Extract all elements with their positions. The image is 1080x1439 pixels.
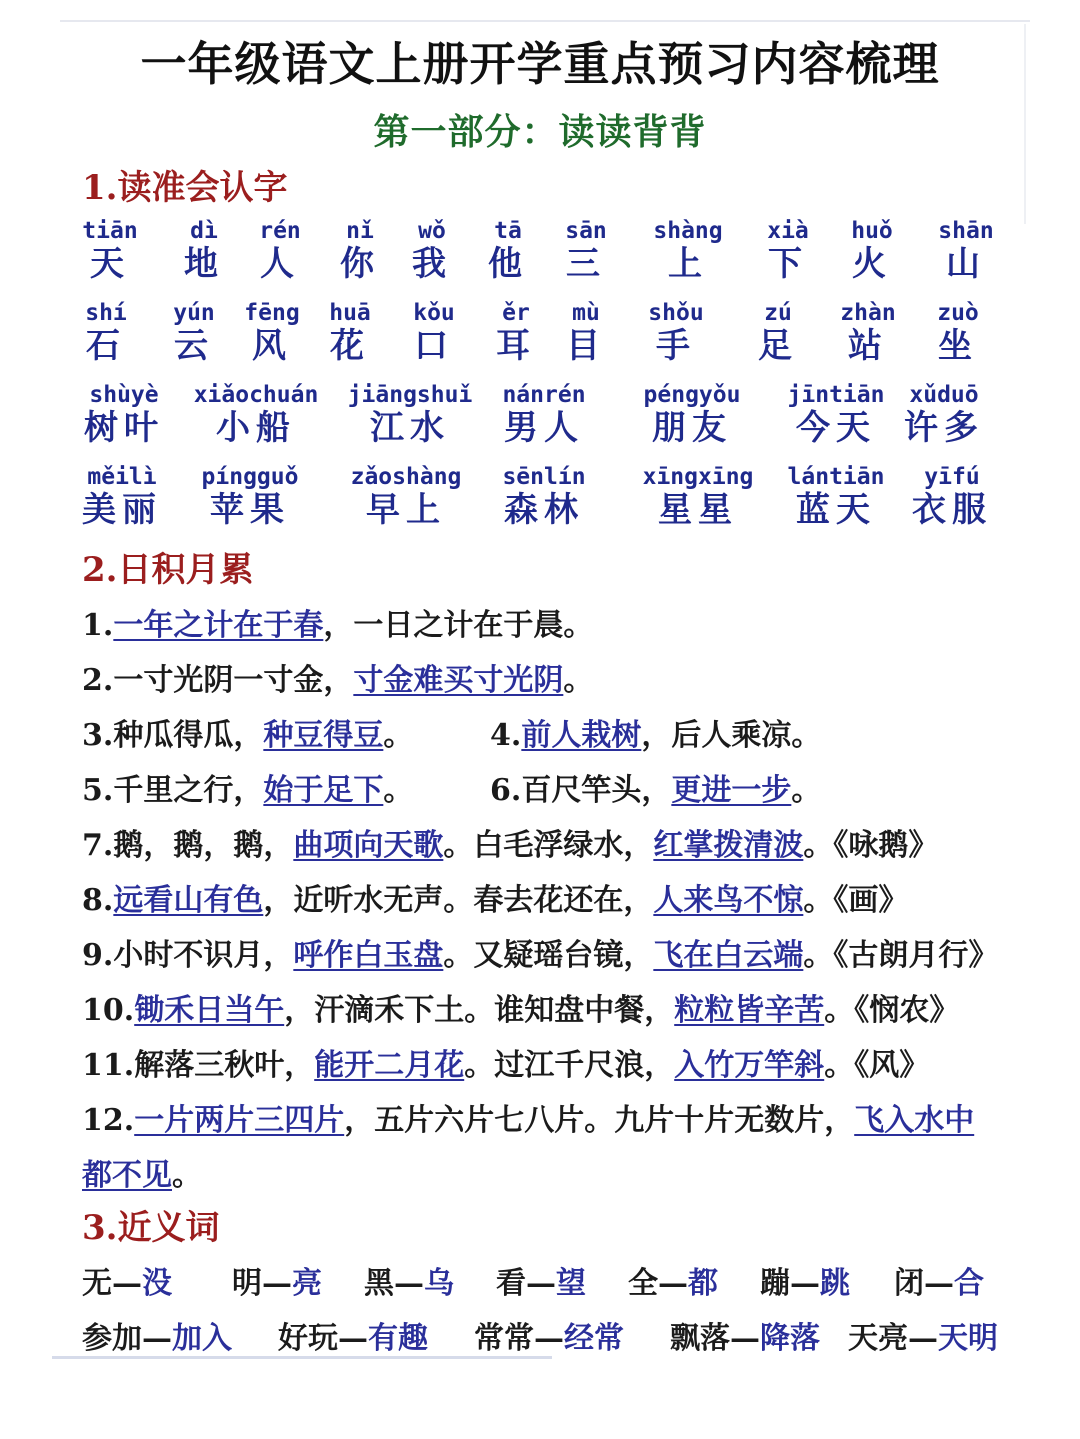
char-cell: [230, 300, 314, 366]
synonym-word: 飘落: [670, 1321, 730, 1356]
synonym-pair: [82, 1313, 232, 1357]
synonym-match: 有趣: [368, 1321, 428, 1356]
pinyin: péngyǒu: [643, 382, 741, 408]
synonym-pair: [474, 1313, 624, 1357]
synonym-match: 加入: [172, 1321, 232, 1356]
hanzi: 蓝天: [796, 490, 876, 530]
hanzi: 苹果: [210, 490, 290, 530]
pinyin: shān: [938, 218, 994, 244]
synonym-pair: [82, 1258, 172, 1302]
hanzi: 云: [174, 326, 214, 366]
poem-line-min-nong: [82, 985, 959, 1029]
pinyin: yún: [173, 300, 215, 326]
hanzi: 美丽: [82, 490, 162, 530]
saying-text: 。: [383, 718, 414, 753]
saying-text: 12.: [82, 1103, 135, 1138]
saying-text: 5.千里之行，: [82, 773, 264, 808]
pinyin: jiāngshuǐ: [347, 382, 473, 408]
hanzi: 火: [852, 244, 892, 284]
saying-line-4a: [82, 765, 413, 809]
synonym-pair: [364, 1258, 454, 1302]
char-cell: [474, 464, 614, 530]
saying-underlined: 人来鸟不惊: [653, 883, 804, 918]
char-row-3: [80, 382, 1010, 462]
hanzi: 三: [566, 244, 606, 284]
hanzi: 足: [758, 326, 798, 366]
char-cell: [320, 218, 400, 284]
synonym-dash: —: [262, 1266, 292, 1301]
hanzi: 星星: [658, 490, 738, 530]
pinyin: kǒu: [413, 300, 455, 326]
synonym-row-1: [82, 1258, 1012, 1301]
char-row-2: [80, 300, 1010, 380]
saying-text: 11.解落三秋叶，: [82, 1048, 315, 1083]
char-cell: [634, 300, 718, 366]
synonym-pair: [496, 1258, 586, 1302]
pinyin: huǒ: [851, 218, 893, 244]
saying-underlined: 飞入水中: [854, 1103, 975, 1138]
saying-text: 。《咏鹅》: [803, 828, 939, 863]
char-cell: [544, 300, 628, 366]
hanzi: 天: [90, 244, 130, 284]
char-cell: [70, 218, 150, 284]
saying-line-3a: [82, 710, 413, 754]
synonym-dash: —: [658, 1266, 688, 1301]
pinyin: zuò: [937, 300, 979, 326]
saying-text: 7.鹅，鹅，鹅，: [82, 828, 294, 863]
saying-text: ，后人乘凉。: [641, 718, 822, 753]
saying-line-3b: [490, 710, 821, 754]
pinyin: nǐ: [346, 218, 374, 244]
pinyin: ěr: [502, 300, 530, 326]
synonym-match: 没: [142, 1266, 172, 1301]
saying-text: ，汗滴禾下土。谁知盘中餐，: [284, 993, 675, 1028]
hanzi: 口: [414, 326, 454, 366]
saying-text: 。《悯农》: [824, 993, 960, 1028]
char-cell: [748, 218, 828, 284]
saying-text: 1.: [82, 608, 114, 643]
saying-underlined: 粒粒皆辛苦: [674, 993, 825, 1028]
bottom-rule: [52, 1356, 552, 1359]
pinyin: shǒu: [648, 300, 704, 326]
char-row-4: [80, 464, 1010, 544]
hanzi: 森林: [504, 490, 584, 530]
synonym-pair: [278, 1313, 428, 1357]
pinyin: lántiān: [787, 464, 885, 490]
synonym-pair: [894, 1258, 984, 1302]
saying-text: 。: [791, 773, 822, 808]
synonym-word: 闭: [894, 1266, 924, 1301]
saying-underlined: 更进一步: [671, 773, 792, 808]
synonym-dash: —: [730, 1321, 760, 1356]
hanzi: 江水: [370, 408, 450, 448]
char-cell: [186, 382, 326, 448]
section-heading-synonyms: 3.近义词: [82, 1208, 220, 1248]
char-cell: [622, 382, 762, 448]
hanzi: 衣服: [912, 490, 992, 530]
synonym-dash: —: [142, 1321, 172, 1356]
hanzi: 山: [946, 244, 986, 284]
hanzi: 今天: [796, 408, 876, 448]
char-cell: [64, 300, 148, 366]
synonym-dash: —: [908, 1321, 938, 1356]
part-subtitle: 第一部分：读读背背: [373, 111, 707, 153]
pinyin: dì: [190, 218, 218, 244]
hanzi: 风: [252, 326, 292, 366]
synonym-word: 黑: [364, 1266, 394, 1301]
saying-underlined: 种豆得豆: [263, 718, 384, 753]
synonym-pair: [670, 1313, 820, 1357]
pinyin: sān: [565, 218, 607, 244]
synonym-word: 明: [232, 1266, 262, 1301]
char-cell: [916, 300, 1000, 366]
saying-line-2: [82, 655, 593, 699]
synonym-match: 亮: [292, 1266, 322, 1301]
saying-underlined: 飞在白云端: [653, 938, 804, 973]
saying-underlined: 远看山有色: [113, 883, 264, 918]
synonym-word: 蹦: [760, 1266, 790, 1301]
saying-text: ，近听水无声。春去花还在，: [263, 883, 654, 918]
pinyin: zhàn: [840, 300, 896, 326]
hanzi: 花: [330, 326, 370, 366]
saying-underlined: 寸金难买寸光阴: [353, 663, 564, 698]
saying-text: 4.: [490, 718, 522, 753]
saying-line-1: [82, 600, 593, 644]
saying-underlined: 前人栽树: [521, 718, 642, 753]
pinyin: měilì: [87, 464, 157, 490]
hanzi: 人: [260, 244, 300, 284]
char-cell: [648, 218, 728, 284]
synonym-word: 参加: [82, 1321, 142, 1356]
synonym-word: 天亮: [848, 1321, 908, 1356]
char-cell: [308, 300, 392, 366]
section-heading-sayings: 2.日积月累: [82, 550, 254, 590]
hanzi: 目: [566, 326, 606, 366]
page-title: 一年级语文上册开学重点预习内容梳理: [140, 37, 940, 91]
pinyin: xīngxīng: [642, 464, 754, 490]
saying-text: 。又疑瑶台镜，: [443, 938, 654, 973]
saying-underlined: 锄禾日当午: [134, 993, 285, 1028]
pinyin: jīntiān: [787, 382, 885, 408]
hanzi: 早上: [366, 490, 446, 530]
synonym-pair: [848, 1313, 998, 1357]
saying-text: 。: [172, 1158, 202, 1193]
char-cell: [628, 464, 768, 530]
synonym-dash: —: [112, 1266, 142, 1301]
saying-text: 9.小时不识月，: [82, 938, 294, 973]
synonym-match: 乌: [424, 1266, 454, 1301]
char-cell: [826, 300, 910, 366]
hanzi: 站: [848, 326, 888, 366]
saying-text: 。过江千尺浪，: [464, 1048, 675, 1083]
char-cell: [336, 464, 476, 530]
pinyin: yīfú: [924, 464, 980, 490]
char-cell: [736, 300, 820, 366]
hanzi: 他: [488, 244, 528, 284]
hanzi: 男人: [504, 408, 584, 448]
saying-underlined: 曲项向天歌: [293, 828, 444, 863]
synonym-match: 经常: [564, 1321, 624, 1356]
char-cell: [340, 382, 480, 448]
poem-line-hua: [82, 875, 908, 919]
synonym-row-2: [82, 1313, 1012, 1356]
synonym-word: 无: [82, 1266, 112, 1301]
saying-text: 。《画》: [803, 883, 909, 918]
synonym-match: 望: [556, 1266, 586, 1301]
char-cell: [54, 382, 194, 448]
saying-text: 6.百尺竿头，: [490, 773, 672, 808]
hanzi: 手: [656, 326, 696, 366]
pinyin: píngguǒ: [201, 464, 299, 490]
char-row-1: [80, 218, 1010, 298]
pinyin: xǔduō: [909, 382, 979, 408]
synonym-pair: [628, 1258, 718, 1302]
saying-underlined: 红掌拨清波: [653, 828, 804, 863]
pinyin: nánrén: [502, 382, 586, 408]
poem-line-snow: [82, 1095, 974, 1139]
pinyin: shùyè: [89, 382, 159, 408]
pinyin: tā: [494, 218, 522, 244]
saying-underlined: 都不见: [82, 1158, 172, 1193]
saying-text: ，五片六片七八片。九片十片无数片，: [344, 1103, 855, 1138]
saying-text: 2.一寸光阴一寸金，: [82, 663, 354, 698]
hanzi: 下: [768, 244, 808, 284]
saying-underlined: 一年之计在于春: [113, 608, 324, 643]
poem-line-feng: [82, 1040, 929, 1084]
saying-text: 。白毛浮绿水，: [443, 828, 654, 863]
pinyin: shàng: [653, 218, 723, 244]
saying-text: 3.种瓜得瓜，: [82, 718, 264, 753]
synonym-match: 合: [954, 1266, 984, 1301]
synonym-word: 好玩: [278, 1321, 338, 1356]
synonym-word: 看: [496, 1266, 526, 1301]
char-cell: [52, 464, 192, 530]
char-cell: [832, 218, 912, 284]
saying-text: 8.: [82, 883, 114, 918]
char-cell: [882, 464, 1022, 530]
pinyin: sēnlín: [502, 464, 586, 490]
char-cell: [164, 218, 244, 284]
hanzi: 坐: [938, 326, 978, 366]
synonym-dash: —: [924, 1266, 954, 1301]
pinyin: huā: [329, 300, 371, 326]
saying-underlined: 一片两片三四片: [134, 1103, 345, 1138]
saying-underlined: 入竹万竿斜: [674, 1048, 825, 1083]
synonym-match: 天明: [938, 1321, 998, 1356]
top-rule: [60, 20, 1030, 22]
char-cell: [874, 382, 1014, 448]
char-cell: [392, 218, 472, 284]
saying-text: ，一日之计在于晨。: [323, 608, 594, 643]
pinyin: rén: [259, 218, 301, 244]
synonym-dash: —: [338, 1321, 368, 1356]
poem-line-gu-lang-yue-xing: [82, 930, 998, 974]
poem-line-snow-cont: [82, 1150, 202, 1194]
synonym-dash: —: [790, 1266, 820, 1301]
pinyin: fēng: [244, 300, 300, 326]
saying-text: 。《风》: [824, 1048, 930, 1083]
saying-line-4b: [490, 765, 821, 809]
saying-underlined: 始于足下: [263, 773, 384, 808]
hanzi: 我: [412, 244, 452, 284]
pinyin: zǎoshàng: [350, 464, 462, 490]
hanzi: 小船: [216, 408, 296, 448]
pinyin: zú: [764, 300, 792, 326]
hanzi: 石: [86, 326, 126, 366]
char-cell: [926, 218, 1006, 284]
synonym-match: 跳: [820, 1266, 850, 1301]
saying-text: 10.: [82, 993, 135, 1028]
char-cell: [392, 300, 476, 366]
pinyin: xiǎochuán: [193, 382, 319, 408]
synonym-dash: —: [534, 1321, 564, 1356]
hanzi: 地: [184, 244, 224, 284]
synonym-match: 都: [688, 1266, 718, 1301]
synonym-pair: [760, 1258, 850, 1302]
char-cell: [180, 464, 320, 530]
hanzi: 许多: [904, 408, 984, 448]
saying-text: 。: [383, 773, 414, 808]
hanzi: 耳: [496, 326, 536, 366]
synonym-word: 常常: [474, 1321, 534, 1356]
saying-text: 。《古朗月行》: [803, 938, 999, 973]
char-cell: [474, 382, 614, 448]
pinyin: mù: [572, 300, 600, 326]
saying-underlined: 能开二月花: [314, 1048, 465, 1083]
char-cell: [152, 300, 236, 366]
pinyin: wǒ: [418, 218, 446, 244]
section-heading-characters: 1.读准会认字: [82, 168, 288, 208]
char-cell: [240, 218, 320, 284]
synonym-dash: —: [526, 1266, 556, 1301]
synonym-dash: —: [394, 1266, 424, 1301]
pinyin: xià: [767, 218, 809, 244]
char-cell: [546, 218, 626, 284]
synonym-word: 全: [628, 1266, 658, 1301]
pinyin: shí: [85, 300, 127, 326]
saying-text: 。: [563, 663, 594, 698]
hanzi: 朋友: [652, 408, 732, 448]
saying-underlined: 呼作白玉盘: [293, 938, 444, 973]
synonym-pair: [232, 1258, 322, 1302]
poem-line-yong-e: [82, 820, 938, 864]
synonym-match: 降落: [760, 1321, 820, 1356]
char-cell: [468, 218, 548, 284]
pinyin: tiān: [82, 218, 138, 244]
hanzi: 你: [340, 244, 380, 284]
hanzi: 树叶: [84, 408, 164, 448]
hanzi: 上: [668, 244, 708, 284]
